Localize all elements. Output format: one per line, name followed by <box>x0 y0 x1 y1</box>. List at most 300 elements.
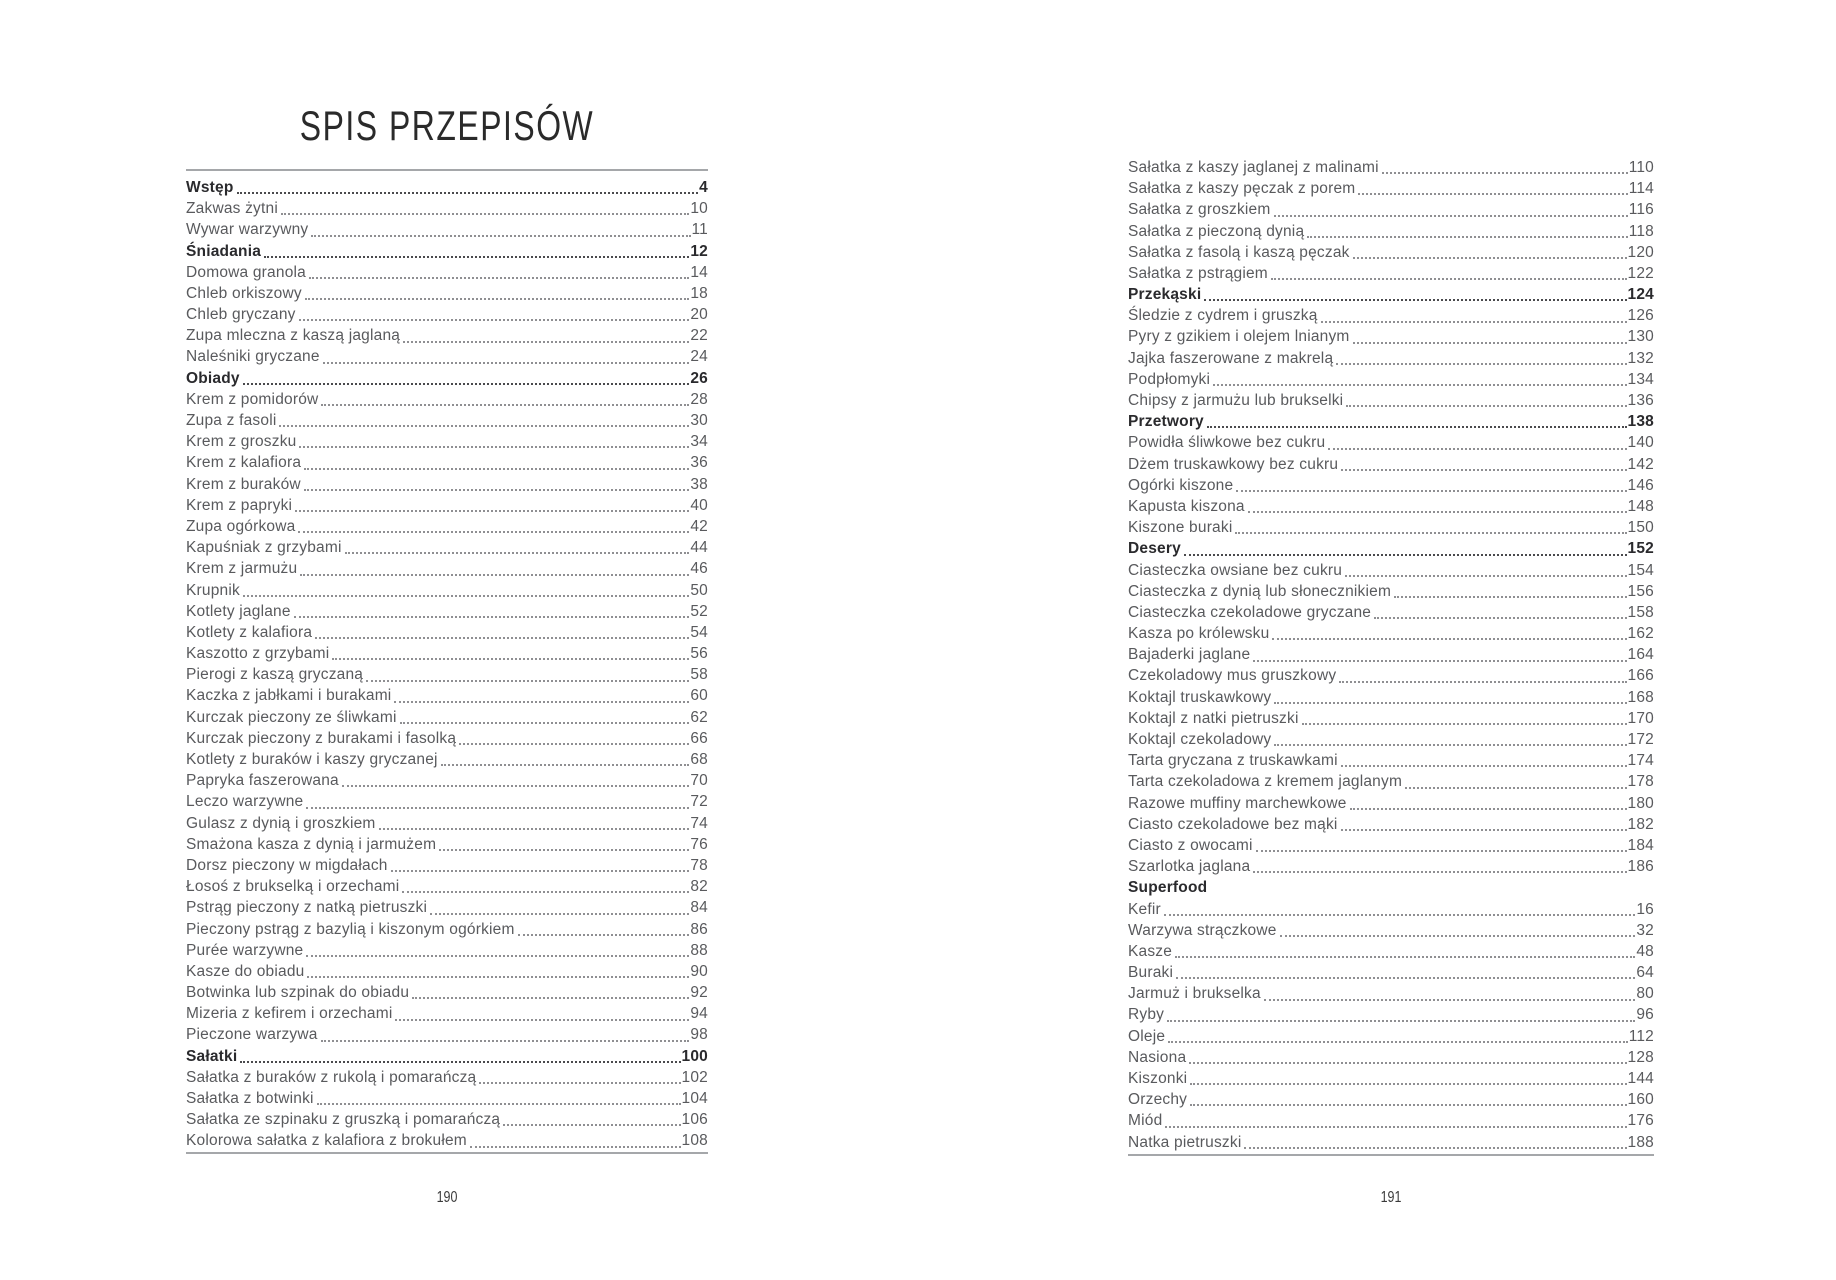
toc-entry-page: 88 <box>690 941 708 959</box>
toc-entry <box>1128 369 1654 390</box>
toc-leader-dots <box>1175 956 1635 958</box>
toc-entry <box>186 791 708 812</box>
toc-entry-page: 164 <box>1627 646 1654 664</box>
toc-leader-dots <box>298 531 689 533</box>
toc-entry-label: Natka pietruszki <box>1128 1133 1242 1151</box>
toc-entry-page: 132 <box>1627 349 1654 367</box>
toc-entry <box>186 940 708 961</box>
toc-entry-label: Sałatka z fasolą i kaszą pęczak <box>1128 243 1350 261</box>
toc-leader-dots <box>395 1019 689 1021</box>
toc-entry-page: 36 <box>690 454 708 472</box>
toc-entry <box>186 558 708 579</box>
toc-entry <box>186 707 708 728</box>
toc-entry <box>186 516 708 537</box>
toc-entry-page: 156 <box>1627 582 1654 600</box>
toc-entry <box>1128 771 1654 792</box>
toc-leader-dots <box>1321 321 1627 323</box>
toc-entry <box>1128 263 1654 284</box>
toc-leader-dots <box>321 404 689 406</box>
toc-page-right <box>1128 0 1654 1280</box>
toc-entry <box>186 431 708 452</box>
toc-entry-page: 84 <box>690 899 708 917</box>
toc-entry-page: 116 <box>1628 201 1654 219</box>
toc-entry-page: 168 <box>1627 688 1654 706</box>
toc-leader-dots <box>459 743 689 745</box>
toc-entry-label: Koktajl z natki pietruszki <box>1128 709 1299 727</box>
toc-entry-page: 110 <box>1628 158 1654 176</box>
toc-entry <box>186 897 708 918</box>
toc-leader-dots <box>379 828 690 830</box>
toc-entry <box>186 1025 708 1046</box>
toc-entry <box>186 664 708 685</box>
toc-entry-page: 54 <box>690 623 708 641</box>
toc-leader-dots <box>1345 575 1626 577</box>
toc-leader-dots <box>403 341 689 343</box>
toc-leader-dots <box>300 574 689 576</box>
toc-leader-dots <box>306 955 689 957</box>
toc-entry <box>1128 1068 1654 1089</box>
toc-leader-dots <box>1271 278 1627 280</box>
toc-entry <box>1128 390 1654 411</box>
toc-entry-page: 18 <box>690 284 708 302</box>
toc-entry-label: Czekoladowy mus gruszkowy <box>1128 667 1337 685</box>
toc-entry-page: 44 <box>690 539 708 557</box>
toc-leader-dots <box>1164 914 1635 916</box>
toc-entry-label: Kasze <box>1128 942 1173 960</box>
toc-entry-page: 12 <box>690 242 708 260</box>
toc-entry <box>1128 538 1654 559</box>
toc-entry <box>186 834 708 855</box>
toc-entry <box>186 389 708 410</box>
toc-leader-dots <box>503 1124 680 1126</box>
toc-leader-dots <box>1190 1104 1626 1106</box>
toc-entry-label: Kotlety z kalafiora <box>186 623 313 641</box>
toc-entry <box>186 198 708 219</box>
toc-entry-page: 28 <box>690 390 708 408</box>
toc-entry-page: 126 <box>1627 307 1654 325</box>
toc-entry-label: Domowa granola <box>186 263 306 281</box>
toc-entry-label: Zakwas żytni <box>186 200 278 218</box>
toc-entry-page: 46 <box>690 560 708 578</box>
toc-leader-dots <box>1189 1062 1626 1064</box>
toc-entry-page: 142 <box>1627 455 1654 473</box>
toc-entry-label: Papryka faszerowana <box>186 772 339 790</box>
toc-entry-label: Tarta czekoladowa z kremem jaglanym <box>1128 773 1403 791</box>
toc-entry-label: Pyry z gzikiem i olejem lnianym <box>1128 328 1350 346</box>
toc-leader-dots <box>305 298 689 300</box>
toc-leader-dots <box>1346 405 1626 407</box>
toc-entry <box>1128 1005 1654 1026</box>
toc-entry-page: 154 <box>1627 561 1654 579</box>
toc-leader-dots <box>1341 829 1627 831</box>
toc-entry-page: 108 <box>681 1132 708 1150</box>
toc-entry-label: Purée warzywne <box>186 941 304 959</box>
toc-leader-dots <box>1341 765 1627 767</box>
toc-entry-label: Obiady <box>186 369 240 387</box>
toc-entry-label: Superfood <box>1128 879 1208 897</box>
toc-entry <box>1128 284 1654 305</box>
toc-leader-dots <box>1256 850 1627 852</box>
toc-entry-label: Kaczka z jabłkami i burakami <box>186 687 392 705</box>
toc-entry <box>1128 1110 1654 1131</box>
toc-entry-page: 86 <box>690 920 708 938</box>
toc-entry-page: 160 <box>1627 1091 1654 1109</box>
toc-leader-dots <box>304 468 689 470</box>
toc-leader-dots <box>1374 617 1626 619</box>
toc-entry-label: Leczo warzywne <box>186 793 304 811</box>
toc-leader-dots <box>412 997 689 999</box>
toc-leader-dots <box>1341 469 1626 471</box>
toc-entry-label: Jajka faszerowane z makrelą <box>1128 349 1334 367</box>
toc-leader-dots <box>1184 554 1627 556</box>
toc-entry-page: 144 <box>1627 1070 1654 1088</box>
toc-entry <box>186 749 708 770</box>
toc-entry <box>186 622 708 643</box>
toc-entry <box>1128 327 1654 348</box>
toc-leader-dots <box>1405 787 1626 789</box>
toc-entry-page: 78 <box>690 856 708 874</box>
toc-entry-label: Łosoś z brukselką i orzechami <box>186 878 400 896</box>
toc-entry <box>1128 687 1654 708</box>
toc-entry <box>186 177 708 198</box>
toc-entry-label: Sałatka z pstrągiem <box>1128 264 1268 282</box>
toc-entry-page: 64 <box>1636 964 1654 982</box>
toc-entry <box>1128 305 1654 326</box>
toc-entry-page: 16 <box>1636 900 1654 918</box>
toc-leader-dots <box>1248 511 1627 513</box>
toc-entry-label: Kurczak pieczony ze śliwkami <box>186 708 397 726</box>
toc-entry-page: 40 <box>690 496 708 514</box>
toc-entry <box>186 1003 708 1024</box>
toc-leader-dots <box>1253 660 1626 662</box>
toc-leader-dots <box>479 1082 680 1084</box>
toc-entry <box>186 961 708 982</box>
toc-entry-page: 50 <box>690 581 708 599</box>
toc-entry <box>186 982 708 1003</box>
toc-leader-dots <box>281 213 689 215</box>
toc-entry-page: 174 <box>1627 752 1654 770</box>
toc-entry <box>1128 814 1654 835</box>
toc-entry <box>1128 581 1654 602</box>
toc-entry-page: 104 <box>681 1090 708 1108</box>
toc-entry-label: Botwinka lub szpinak do obiadu <box>186 984 410 1002</box>
toc-entry-label: Warzywa strączkowe <box>1128 921 1277 939</box>
toc-entries-right <box>1128 157 1654 1153</box>
toc-entry-label: Sałatka z botwinki <box>186 1090 314 1108</box>
toc-entry-label: Przekąski <box>1128 286 1202 304</box>
toc-entry-page: 140 <box>1627 434 1654 452</box>
toc-leader-dots <box>1382 172 1628 174</box>
toc-entry-label: Kiszone buraki <box>1128 519 1233 537</box>
toc-leader-dots <box>1272 638 1626 640</box>
toc-entry <box>186 855 708 876</box>
toc-entry-page: 122 <box>1627 264 1654 282</box>
toc-entry-page: 172 <box>1627 731 1654 749</box>
toc-entry-page: 158 <box>1627 603 1654 621</box>
toc-leader-dots <box>309 277 689 279</box>
toc-entry-page: 146 <box>1627 476 1654 494</box>
toc-entry-page: 48 <box>1636 942 1654 960</box>
toc-entry-label: Śledzie z cydrem i gruszką <box>1128 307 1318 325</box>
toc-entry-label: Ciasto z owocami <box>1128 836 1253 854</box>
toc-entry-label: Pierogi z kaszą gryczaną <box>186 666 364 684</box>
toc-leader-dots <box>237 192 699 194</box>
toc-entry <box>1128 835 1654 856</box>
toc-entry <box>1128 602 1654 623</box>
toc-leader-dots <box>342 785 689 787</box>
toc-entry <box>186 601 708 622</box>
toc-entry-page: 124 <box>1627 286 1654 304</box>
toc-entry <box>1128 729 1654 750</box>
toc-leader-dots <box>1350 808 1627 810</box>
toc-entry-page: 42 <box>690 517 708 535</box>
toc-entry-page: 96 <box>1636 1006 1654 1024</box>
toc-leader-dots <box>345 552 690 554</box>
toc-entry-page: 66 <box>690 729 708 747</box>
toc-entry-label: Pieczone warzywa <box>186 1026 318 1044</box>
toc-entry-page: 138 <box>1627 413 1654 431</box>
toc-entry-page: 106 <box>681 1111 708 1129</box>
toc-entry <box>1128 920 1654 941</box>
toc-entry <box>1128 750 1654 771</box>
toc-entry-page: 68 <box>690 751 708 769</box>
toc-entry-label: Zupa z fasoli <box>186 412 277 430</box>
toc-entry <box>1128 496 1654 517</box>
toc-leader-dots <box>240 1061 680 1063</box>
toc-entry-label: Pieczony pstrąg z bazylią i kiszonym ogórkiem <box>186 920 515 938</box>
page-title: SPIS PRZEPISÓW <box>299 102 595 149</box>
toc-entry <box>1128 1132 1654 1153</box>
bottom-divider-right <box>1128 1154 1654 1156</box>
toc-entry-label: Krem z buraków <box>186 475 301 493</box>
toc-entry-page: 150 <box>1627 519 1654 537</box>
toc-entry-page: 112 <box>1628 1027 1654 1045</box>
toc-entry-page: 170 <box>1627 709 1654 727</box>
toc-entry-label: Chleb orkiszowy <box>186 284 302 302</box>
toc-entry-label: Ryby <box>1128 1006 1165 1024</box>
toc-entry-label: Sałatka z buraków z rukolą i pomarańczą <box>186 1068 477 1086</box>
toc-entry-page: 74 <box>690 814 708 832</box>
toc-entry-label: Przetwory <box>1128 413 1204 431</box>
toc-entry <box>1128 962 1654 983</box>
toc-entry-label: Buraki <box>1128 964 1174 982</box>
toc-entry <box>186 347 708 368</box>
toc-entry-page: 188 <box>1627 1133 1654 1151</box>
toc-entry-label: Dżem truskawkowy bez cukru <box>1128 455 1339 473</box>
toc-leader-dots <box>1236 490 1626 492</box>
toc-entry-label: Krem z jarmużu <box>186 560 298 578</box>
toc-entry-label: Smażona kasza z dynią i jarmużem <box>186 835 437 853</box>
toc-entry-label: Orzechy <box>1128 1091 1188 1109</box>
toc-entry-page: 52 <box>690 602 708 620</box>
toc-entry-page: 4 <box>699 178 708 196</box>
toc-leader-dots <box>441 764 690 766</box>
toc-entry <box>1128 157 1654 178</box>
toc-entry-label: Tarta gryczana z truskawkami <box>1128 752 1338 770</box>
toc-entry-page: 80 <box>1636 985 1654 1003</box>
toc-leader-dots <box>394 701 689 703</box>
toc-leader-dots <box>1264 999 1636 1001</box>
toc-entry <box>1128 1026 1654 1047</box>
toc-entry-label: Bajaderki jaglane <box>1128 646 1251 664</box>
toc-entry <box>1128 475 1654 496</box>
toc-entry <box>1128 644 1654 665</box>
toc-entry-page: 10 <box>690 200 708 218</box>
toc-leader-dots <box>1358 193 1627 195</box>
toc-entry-label: Desery <box>1128 540 1181 558</box>
toc-entry-label: Powidła śliwkowe bez cukru <box>1128 434 1326 452</box>
toc-entry-page: 166 <box>1627 667 1654 685</box>
toc-entry-label: Razowe muffiny marchewkowe <box>1128 794 1347 812</box>
toc-entry-page: 178 <box>1627 773 1654 791</box>
toc-entry-label: Kolorowa sałatka z kalafiora z brokułem <box>186 1132 467 1150</box>
toc-entry-label: Zupa mleczna z kaszą jaglaną <box>186 327 401 345</box>
toc-entry <box>1128 242 1654 263</box>
toc-entry-label: Kurczak pieczony z burakami i fasolką <box>186 729 457 747</box>
toc-entry-page: 22 <box>690 327 708 345</box>
toc-leader-dots <box>1165 1126 1626 1128</box>
toc-entry-page: 82 <box>690 878 708 896</box>
toc-leader-dots <box>1274 702 1626 704</box>
toc-entry-label: Koktajl truskawkowy <box>1128 688 1272 706</box>
toc-leader-dots <box>1207 426 1627 428</box>
toc-leader-dots <box>295 510 689 512</box>
toc-entry-label: Sałatka z groszkiem <box>1128 201 1271 219</box>
toc-entry-label: Gulasz z dynią i groszkiem <box>186 814 376 832</box>
title-divider <box>186 169 708 171</box>
toc-leader-dots <box>1190 1083 1626 1085</box>
toc-leader-dots <box>1168 1041 1628 1043</box>
toc-entry <box>186 304 708 325</box>
toc-entry-page: 186 <box>1627 858 1654 876</box>
toc-entry-label: Ogórki kiszone <box>1128 476 1234 494</box>
toc-leader-dots <box>1235 532 1626 534</box>
toc-entry <box>186 219 708 240</box>
toc-leader-dots <box>1204 299 1626 301</box>
toc-entry-page: 34 <box>690 433 708 451</box>
toc-entry <box>1128 983 1654 1004</box>
toc-entry-label: Pstrąg pieczony z natką pietruszki <box>186 899 428 917</box>
toc-entry <box>186 580 708 601</box>
toc-entry <box>1128 178 1654 199</box>
toc-leader-dots <box>304 489 690 491</box>
toc-entry-label: Sałatka z pieczoną dynią <box>1128 222 1305 240</box>
toc-entry-label: Kotlety jaglane <box>186 602 291 620</box>
toc-entry-label: Podpłomyki <box>1128 370 1211 388</box>
toc-entry <box>1128 623 1654 644</box>
toc-entry-page: 184 <box>1627 836 1654 854</box>
toc-entry-label: Miód <box>1128 1112 1163 1130</box>
toc-entry-page: 70 <box>690 772 708 790</box>
toc-entry-page: 176 <box>1627 1112 1654 1130</box>
toc-entries-left <box>186 177 708 1152</box>
toc-leader-dots <box>1213 384 1626 386</box>
toc-entry-page: 162 <box>1627 625 1654 643</box>
toc-entry <box>1128 793 1654 814</box>
toc-entry <box>186 1109 708 1130</box>
toc-entry <box>186 495 708 516</box>
page-number-right: 191 <box>1380 1189 1402 1206</box>
toc-leader-dots <box>243 595 689 597</box>
toc-entry-label: Śniadania <box>186 242 262 260</box>
toc-entry-label: Sałatka z kaszy jaglanej z malinami <box>1128 158 1379 176</box>
toc-entry-label: Kiszonki <box>1128 1070 1188 1088</box>
toc-entry-page: 76 <box>690 835 708 853</box>
toc-entry-page: 100 <box>681 1047 708 1065</box>
toc-entry-page: 98 <box>690 1026 708 1044</box>
toc-entry <box>1128 199 1654 220</box>
toc-entry <box>1128 877 1654 898</box>
toc-leader-dots <box>1307 236 1627 238</box>
toc-entry <box>186 283 708 304</box>
toc-entry-page: 72 <box>690 793 708 811</box>
toc-entry-label: Kapusta kiszona <box>1128 497 1245 515</box>
toc-entry-page: 90 <box>690 962 708 980</box>
toc-page-left <box>186 0 708 1280</box>
toc-leader-dots <box>1176 977 1635 979</box>
toc-entry-page: 56 <box>690 645 708 663</box>
toc-entry <box>1128 411 1654 432</box>
toc-entry-label: Sałatki <box>186 1047 238 1065</box>
toc-entry <box>186 241 708 262</box>
toc-entry <box>186 1130 708 1151</box>
toc-entry-label: Oleje <box>1128 1027 1166 1045</box>
toc-leader-dots <box>332 658 689 660</box>
toc-entry <box>186 1067 708 1088</box>
toc-leader-dots <box>391 870 690 872</box>
toc-entry <box>1128 1089 1654 1110</box>
toc-entry <box>186 770 708 791</box>
toc-entry-label: Krupnik <box>186 581 240 599</box>
toc-entry <box>1128 221 1654 242</box>
toc-entry <box>1128 517 1654 538</box>
toc-entry-label: Ciasteczka czekoladowe gryczane <box>1128 603 1372 621</box>
toc-leader-dots <box>1253 871 1626 873</box>
toc-entry-page: 60 <box>690 687 708 705</box>
toc-entry-label: Sałatka ze szpinaku z gruszką i pomarańczą <box>186 1111 501 1129</box>
toc-entry <box>186 537 708 558</box>
toc-entry-page: 14 <box>690 263 708 281</box>
toc-leader-dots <box>1394 596 1626 598</box>
toc-entry-label: Wywar warzywny <box>186 221 309 239</box>
toc-entry <box>1128 454 1654 475</box>
toc-entry-label: Kapuśniak z grzybami <box>186 539 342 557</box>
toc-entry-page: 102 <box>681 1068 708 1086</box>
toc-entry-page: 134 <box>1627 370 1654 388</box>
toc-entry-page: 180 <box>1627 794 1654 812</box>
toc-entry-page: 38 <box>690 475 708 493</box>
toc-leader-dots <box>1353 257 1627 259</box>
toc-entry <box>1128 708 1654 729</box>
toc-leader-dots <box>294 616 690 618</box>
toc-entry-label: Jarmuż i brukselka <box>1128 985 1261 1003</box>
toc-entry-label: Krem z papryki <box>186 496 293 514</box>
toc-entry-label: Nasiona <box>1128 1048 1187 1066</box>
toc-entry-page: 128 <box>1627 1048 1654 1066</box>
toc-entry <box>186 262 708 283</box>
toc-entry-label: Kaszotto z grzybami <box>186 645 330 663</box>
toc-entry-label: Kefir <box>1128 900 1161 918</box>
toc-leader-dots <box>311 235 690 237</box>
toc-leader-dots <box>402 891 689 893</box>
toc-entry-label: Krem z pomidorów <box>186 390 319 408</box>
toc-leader-dots <box>315 637 689 639</box>
toc-entry <box>186 325 708 346</box>
toc-entry-label: Krem z groszku <box>186 433 297 451</box>
toc-leader-dots <box>439 849 689 851</box>
toc-entry-label: Chipsy z jarmużu lub brukselki <box>1128 392 1344 410</box>
toc-leader-dots <box>299 319 690 321</box>
